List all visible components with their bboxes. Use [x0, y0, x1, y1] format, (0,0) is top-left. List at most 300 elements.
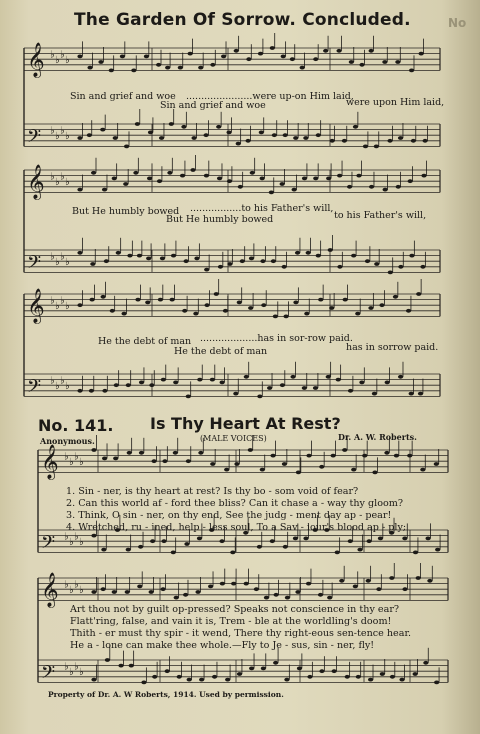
note-head [159, 136, 164, 140]
note-head [193, 312, 198, 316]
note-head [389, 576, 394, 580]
hymn-title: Is Thy Heart At Rest? [150, 414, 341, 433]
note-head [177, 675, 182, 679]
note-head [339, 579, 344, 583]
note-head [351, 254, 356, 258]
note-head [332, 669, 337, 673]
voicing-note: (MALE VOICES) [200, 434, 267, 443]
note-head [302, 177, 307, 181]
verse-line: Flatt'ring, false, and vain it is, Trem - ble at the worldling's doom! [70, 616, 392, 627]
note-head [124, 145, 129, 149]
note-head [165, 66, 170, 70]
note-head [283, 133, 288, 137]
note-head [318, 298, 323, 302]
note-head [313, 386, 318, 390]
flat-sign-icon: ♭ [50, 251, 55, 263]
note-head [416, 576, 421, 580]
note-head [216, 125, 221, 129]
note-head [139, 381, 144, 385]
flat-sign-icon: ♭ [65, 257, 70, 269]
note-head [183, 593, 188, 597]
note-head [214, 292, 219, 296]
note-head [337, 174, 342, 178]
note-head [293, 301, 298, 305]
verse-line: Thith - er must thy spir - it wend, There thy right-eous sen-tence hear. [70, 628, 412, 639]
note-head [210, 462, 215, 466]
note-head [182, 309, 187, 313]
flat-sign-icon: ♭ [55, 257, 60, 269]
note-head [319, 465, 324, 469]
note-head [368, 678, 373, 682]
note-head [282, 462, 287, 466]
note-head [368, 306, 373, 310]
note-head [284, 678, 289, 682]
flat-sign-icon: ♭ [55, 301, 60, 313]
lyric-line: .................to his Father's will, [190, 203, 334, 214]
note-head [248, 306, 253, 310]
note-head [187, 678, 192, 682]
note-head [306, 582, 311, 586]
note-head [259, 131, 264, 135]
flat-sign-icon: ♭ [50, 125, 55, 137]
note-head [87, 66, 92, 70]
note-head [195, 590, 200, 594]
note-head [113, 136, 118, 140]
note-head [330, 139, 335, 143]
note-head [137, 585, 142, 589]
note-head [91, 590, 96, 594]
note-head [293, 537, 298, 541]
flat-sign-icon: ♭ [50, 171, 55, 183]
note-head [379, 303, 384, 307]
note-head [133, 171, 138, 175]
note-head [204, 268, 209, 272]
note-head [345, 675, 350, 679]
note-head [77, 136, 82, 140]
note-head [135, 298, 140, 302]
note-head [369, 49, 374, 53]
flat-sign-icon: ♭ [65, 381, 70, 393]
note-head [280, 383, 285, 387]
note-head [174, 596, 179, 600]
note-head [398, 136, 403, 140]
note-head [186, 395, 191, 399]
note-head [318, 593, 323, 597]
note-head [114, 383, 119, 387]
note-head [77, 389, 82, 393]
flat-sign-icon: ♭ [60, 251, 65, 263]
note-head [372, 471, 377, 475]
note-head [184, 542, 189, 546]
note-head [137, 254, 142, 258]
note-head [225, 678, 230, 682]
treble-clef-icon: 𝄞 [41, 572, 59, 608]
note-head [234, 462, 239, 466]
note-head [348, 389, 353, 393]
lyric-line: ...................has in sor-row paid. [200, 333, 353, 344]
note-head [227, 262, 232, 266]
note-head [420, 468, 425, 472]
note-head [393, 295, 398, 299]
verse-line: Art thou not by guilt op-pressed? Speaks not conscience in thy ear? [70, 604, 400, 615]
note-head [151, 459, 156, 463]
note-head [357, 548, 362, 552]
note-head [273, 661, 278, 665]
note-head [87, 133, 92, 137]
note-head [421, 174, 426, 178]
note-head [257, 395, 262, 399]
note-head [245, 139, 250, 143]
note-head [343, 298, 348, 302]
note-head [367, 539, 372, 543]
note-head [224, 468, 229, 472]
flat-sign-icon: ♭ [69, 667, 74, 679]
note-head [104, 259, 109, 263]
note-head [407, 454, 412, 458]
note-head [303, 537, 308, 541]
note-head [292, 188, 297, 192]
note-head [101, 295, 106, 299]
note-head [90, 298, 95, 302]
note-head [221, 55, 226, 59]
copyright-footer: Property of Dr. A. W Roberts, 1914. Used by permission. [48, 690, 284, 699]
note-head [296, 471, 301, 475]
flat-sign-icon: ♭ [64, 531, 69, 543]
note-head [280, 182, 285, 186]
note-head [323, 49, 328, 53]
note-head [369, 185, 374, 189]
note-head [109, 69, 114, 73]
note-head [293, 136, 298, 140]
note-head [383, 188, 388, 192]
note-head [238, 185, 243, 189]
note-head [413, 551, 418, 555]
note-head [234, 49, 239, 53]
hymn-number: No. 141. [38, 416, 114, 435]
verse-line: He a - lone can make thee whole.—Fly to Je - sus, sin - ner, fly! [70, 640, 375, 651]
note-head [91, 534, 96, 538]
note-head [102, 389, 107, 393]
note-head [127, 451, 132, 455]
flat-sign-icon: ♭ [74, 579, 79, 591]
treble-clef-icon: 𝄞 [27, 42, 45, 78]
note-head [147, 177, 152, 181]
flat-sign-icon: ♭ [55, 131, 60, 143]
note-head [384, 451, 389, 455]
note-head [169, 122, 174, 126]
note-head [385, 381, 390, 385]
note-head [191, 136, 196, 140]
note-head [160, 587, 165, 591]
note-head [248, 448, 253, 452]
note-head [141, 681, 146, 685]
flat-sign-icon: ♭ [50, 49, 55, 61]
note-head [120, 55, 125, 59]
flat-sign-icon: ♭ [65, 301, 70, 313]
note-head [409, 69, 414, 73]
note-head [210, 63, 215, 67]
note-head [223, 309, 228, 313]
note-head [297, 667, 302, 671]
flat-sign-icon: ♭ [69, 537, 74, 549]
note-head [148, 131, 153, 135]
note-head [270, 454, 275, 458]
note-head [418, 392, 423, 396]
note-head [271, 259, 276, 263]
note-head [171, 551, 176, 555]
note-head [170, 298, 175, 302]
note-head [246, 57, 251, 61]
bass-clef-icon: 𝄢 [27, 376, 42, 402]
note-head [402, 537, 407, 541]
note-head [302, 386, 307, 390]
note-head [270, 46, 275, 50]
note-head [112, 177, 117, 181]
note-head [398, 375, 403, 379]
note-head [406, 309, 411, 313]
note-head [139, 451, 144, 455]
note-head [212, 675, 217, 679]
lyric-line: ......................were up-on Him laid, [186, 91, 354, 102]
flat-sign-icon: ♭ [60, 375, 65, 387]
note-head [313, 57, 318, 61]
note-head [316, 133, 321, 137]
note-head [126, 383, 131, 387]
note-head [116, 251, 121, 255]
lyric-line: Sin and grief and woe [160, 100, 266, 111]
note-head [267, 386, 272, 390]
flat-sign-icon: ♭ [64, 579, 69, 591]
note-head [349, 60, 354, 64]
note-head [146, 257, 151, 261]
flat-sign-icon: ♭ [64, 661, 69, 673]
note-head [208, 585, 213, 589]
note-head [249, 667, 254, 671]
note-head [398, 265, 403, 269]
note-head [290, 57, 295, 61]
note-head [158, 298, 163, 302]
note-head [335, 551, 340, 555]
note-head [366, 579, 371, 583]
note-head [90, 262, 95, 266]
note-head [197, 378, 202, 382]
bass-clef-icon: 𝄢 [27, 252, 42, 278]
note-head [326, 177, 331, 181]
note-head [102, 188, 107, 192]
flat-sign-icon: ♭ [55, 381, 60, 393]
note-head [423, 661, 428, 665]
flat-sign-icon: ♭ [60, 125, 65, 137]
note-head [372, 392, 377, 396]
note-head [254, 587, 259, 591]
note-head [186, 459, 191, 463]
note-head [261, 667, 266, 671]
note-head [160, 257, 165, 261]
note-head [374, 262, 379, 266]
note-head [396, 185, 401, 189]
note-head [282, 265, 287, 269]
next-page-corner-label: No [448, 16, 467, 30]
note-head [91, 448, 96, 452]
lyric-line: to his Father's will, [334, 210, 427, 221]
flat-sign-icon: ♭ [79, 457, 84, 469]
note-head [184, 259, 189, 263]
note-head [190, 168, 195, 172]
note-head [342, 448, 347, 452]
note-head [355, 312, 360, 316]
note-head [257, 545, 262, 549]
note-head [399, 678, 404, 682]
flat-sign-icon: ♭ [79, 585, 84, 597]
note-head [260, 468, 265, 472]
lyric-line: He the debt of man [174, 346, 268, 357]
lyricist-credit: Anonymous. [40, 436, 95, 446]
note-head [220, 381, 225, 385]
note-head [127, 254, 132, 258]
note-head [178, 66, 183, 70]
flat-sign-icon: ♭ [74, 661, 79, 673]
flat-sign-icon: ♭ [55, 55, 60, 67]
note-head [226, 131, 231, 135]
note-head [244, 375, 249, 379]
note-head [123, 182, 128, 186]
note-head [425, 537, 430, 541]
flat-sign-icon: ♭ [55, 177, 60, 189]
note-head [260, 177, 265, 181]
flat-sign-icon: ♭ [69, 585, 74, 597]
bass-clef-icon: 𝄢 [27, 126, 42, 152]
note-head [281, 55, 286, 59]
note-head [198, 66, 203, 70]
note-head [359, 63, 364, 67]
note-head [356, 675, 361, 679]
note-head [220, 582, 225, 586]
note-head [101, 587, 106, 591]
note-head [230, 551, 235, 555]
note-head [264, 596, 269, 600]
note-head [113, 457, 118, 461]
note-head [219, 539, 224, 543]
note-head [240, 259, 245, 263]
note-head [283, 545, 288, 549]
note-head [376, 587, 381, 591]
verse-line: 4. Wretched, ru - ined, help - less soul, To a Sav - iour's blood ap - ply; [66, 522, 407, 533]
note-head [331, 454, 336, 458]
note-head [135, 122, 140, 126]
bass-clef-icon: 𝄢 [41, 662, 56, 688]
note-head [328, 248, 333, 252]
note-head [77, 303, 82, 307]
flat-sign-icon: ♭ [60, 171, 65, 183]
note-head [434, 462, 439, 466]
note-head [307, 675, 312, 679]
note-head [295, 251, 300, 255]
note-head [91, 678, 96, 682]
note-head [244, 582, 249, 586]
lyric-line: He the debt of man [98, 336, 192, 347]
note-head [101, 548, 106, 552]
note-head [145, 301, 150, 305]
treble-clef-icon: 𝄞 [41, 444, 59, 480]
note-head [427, 579, 432, 583]
note-head [233, 392, 238, 396]
note-head [161, 539, 166, 543]
note-head [236, 142, 241, 146]
note-head [149, 383, 154, 387]
note-head [270, 539, 275, 543]
note-head [91, 171, 96, 175]
note-head [419, 52, 424, 56]
note-head [411, 139, 416, 143]
flat-sign-icon: ♭ [50, 375, 55, 387]
note-head [237, 301, 242, 305]
note-head [380, 672, 385, 676]
note-head [173, 451, 178, 455]
note-head [112, 590, 117, 594]
note-head [347, 185, 352, 189]
note-head [100, 128, 105, 132]
flat-sign-icon: ♭ [60, 49, 65, 61]
note-head [162, 459, 167, 463]
note-head [102, 457, 107, 461]
note-head [237, 672, 242, 676]
note-head [149, 590, 154, 594]
note-head [435, 548, 440, 552]
note-head [337, 265, 342, 269]
note-head [260, 259, 265, 263]
note-head [394, 454, 399, 458]
note-head [420, 265, 425, 269]
note-head [303, 136, 308, 140]
note-head [327, 596, 332, 600]
note-head [348, 539, 353, 543]
note-head [261, 303, 266, 307]
note-head [227, 179, 232, 183]
note-head [306, 251, 311, 255]
note-head [409, 392, 414, 396]
note-head [416, 292, 421, 296]
note-head [138, 545, 143, 549]
lyric-line: has in sorrow paid. [346, 342, 439, 353]
note-head [387, 139, 392, 143]
flat-sign-icon: ♭ [74, 451, 79, 463]
note-head [273, 315, 278, 319]
note-head [173, 381, 178, 385]
note-head [157, 179, 162, 183]
lyric-line: Sin and grief and woe [70, 91, 176, 102]
lyric-line: But He humbly bowed [166, 214, 274, 225]
note-head [295, 590, 300, 594]
note-head [304, 312, 309, 316]
note-head [131, 69, 136, 73]
lyric-line: But He humbly bowed [72, 206, 180, 217]
note-head [194, 257, 199, 261]
note-head [336, 49, 341, 53]
note-head [290, 375, 295, 379]
note-head [285, 596, 290, 600]
note-head [390, 675, 395, 679]
note-head [388, 271, 393, 275]
note-head [272, 133, 277, 137]
note-head [167, 171, 172, 175]
note-head [125, 590, 130, 594]
note-head [249, 257, 254, 261]
note-head [161, 378, 166, 382]
note-head [413, 672, 418, 676]
note-head [118, 664, 123, 668]
note-head [395, 60, 400, 64]
note-head [181, 125, 186, 129]
